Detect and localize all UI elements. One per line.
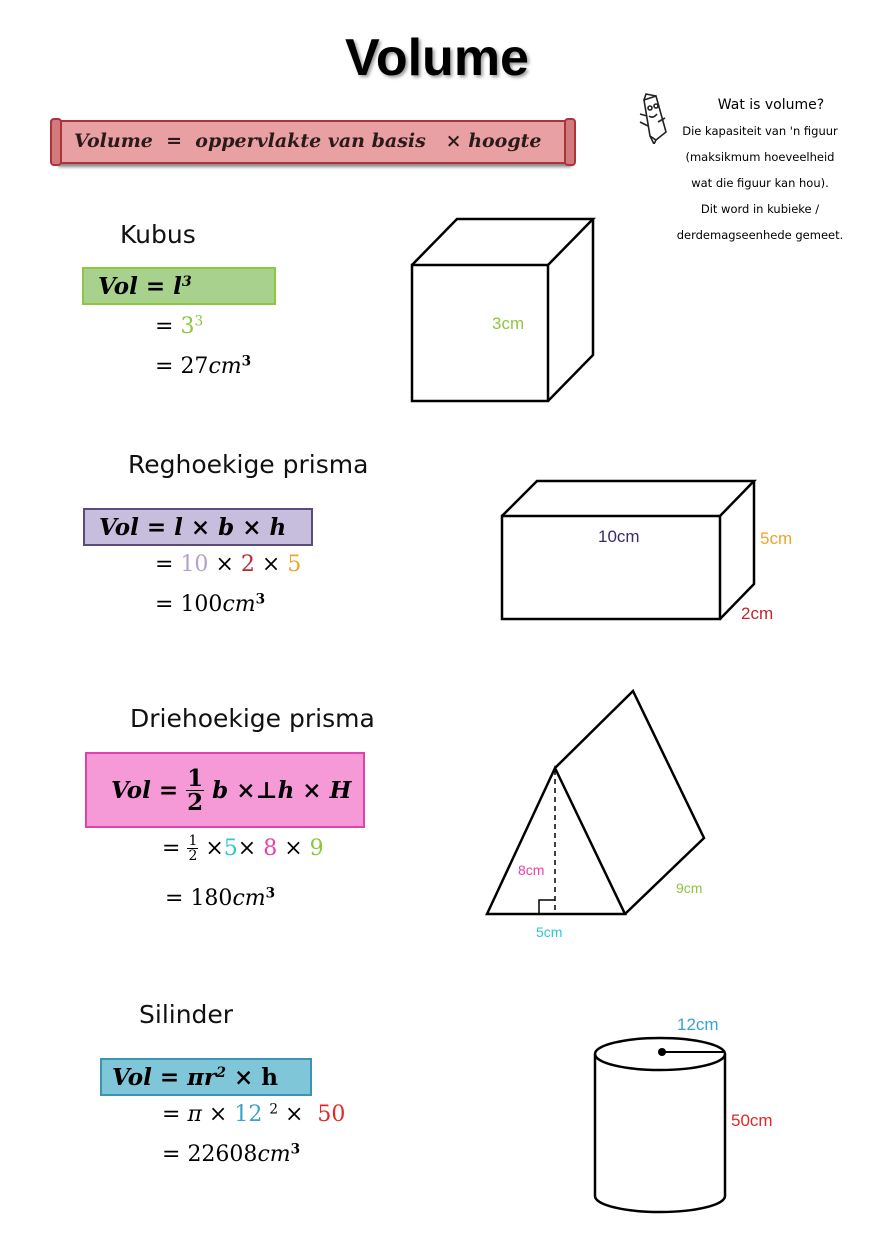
driehoek-b-value: 5 xyxy=(223,836,238,861)
reghoek-h-value: 5 xyxy=(287,552,302,577)
reghoek-b-value: 2 xyxy=(240,552,255,577)
reghoek-result: 100 xyxy=(180,592,223,617)
silinder-r-value: 12 xyxy=(234,1102,263,1127)
prism-height-label: 5cm xyxy=(760,529,793,548)
silinder-formula-lhs: Vol = πr xyxy=(112,1064,217,1091)
kubus-step2: = $27cm^3$ xyxy=(155,353,252,379)
reghoek-unit: cm xyxy=(222,592,256,617)
kubus-result: 27 xyxy=(180,354,209,379)
silinder-formula-rhs: × h xyxy=(225,1064,278,1091)
kubus-step1-base: 3 xyxy=(180,314,195,339)
reghoek-step1: = 10 × 2 × 5 xyxy=(155,552,302,577)
cube-side-label: 3cm xyxy=(492,314,525,333)
silinder-h-value: 50 xyxy=(317,1102,346,1127)
times-sign: × xyxy=(215,552,234,577)
driehoek-unit: cm xyxy=(232,886,266,911)
driehoek-formula-box xyxy=(85,752,365,828)
info-line: derdemagseenhede gemeet. xyxy=(676,228,844,242)
silinder-unit: cm xyxy=(257,1142,291,1167)
triangle-base-label: 5cm xyxy=(536,924,563,940)
kubus-title: Kubus xyxy=(120,220,196,249)
driehoek-formula-num: 1 xyxy=(187,764,204,792)
kubus-formula-box xyxy=(82,267,276,305)
silinder-result: 22608 xyxy=(187,1142,258,1167)
info-line: Dit word in kubieke / xyxy=(700,202,820,216)
kubus-unit-exp: 3 xyxy=(241,353,252,370)
driehoek-frac-den: 2 xyxy=(188,848,198,864)
kubus-step1: = $3^3$ xyxy=(155,313,204,339)
info-heading: Wat is volume? xyxy=(717,97,825,113)
silinder-pi: π xyxy=(187,1102,202,1127)
reghoek-title: Reghoekige prisma xyxy=(128,450,369,479)
triangle-length-label: 9cm xyxy=(676,880,703,896)
page-title: Volume xyxy=(345,29,529,87)
cube-diagram xyxy=(405,212,605,408)
driehoek-formula-rest: b ×⊥h × H xyxy=(212,776,352,804)
prism-length-label: 10cm xyxy=(598,527,640,546)
main-formula-banner xyxy=(56,120,570,164)
times-sign: × xyxy=(261,552,281,577)
kubus-formula-exp: 3 xyxy=(181,274,192,291)
silinder-formula-exp: 2 xyxy=(216,1065,226,1082)
driehoek-result: 180 xyxy=(190,886,233,911)
kubus-unit: cm xyxy=(208,354,242,379)
driehoek-step2: = $180cm^3$ xyxy=(165,885,276,911)
info-line: wat die figuur kan hou). xyxy=(691,176,829,190)
driehoek-formula-vol: Vol = xyxy=(111,776,179,804)
driehoek-H-value: 9 xyxy=(309,836,324,861)
silinder-formula-box xyxy=(100,1058,312,1096)
info-line: (maksikmum hoeveelheid xyxy=(685,150,835,164)
silinder-title: Silinder xyxy=(139,1000,234,1029)
silinder-unit-exp: 3 xyxy=(290,1141,301,1158)
silinder-step2: = $22608cm^3$ xyxy=(162,1141,301,1167)
main-formula-text: Volume = oppervlakte van basis × hoogte xyxy=(74,130,542,152)
triangle-height-label: 8cm xyxy=(518,862,545,878)
silinder-r-exp: 2 xyxy=(269,1101,278,1118)
driehoek-title: Driehoekige prisma xyxy=(130,704,375,733)
silinder-step1: = π × 12 $^2$ × 50 xyxy=(162,1101,346,1127)
info-block xyxy=(660,92,860,248)
driehoek-unit-exp: 3 xyxy=(265,885,276,902)
driehoek-formula-den: 2 xyxy=(187,788,204,816)
reghoek-step2: = $100cm^3$ xyxy=(155,591,266,617)
driehoek-h-value: 8 xyxy=(263,836,278,861)
cylinder-radius-label: 12cm xyxy=(677,1015,719,1034)
cylinder-diagram xyxy=(590,1034,730,1218)
reghoek-formula-box: Vol = l × b × h xyxy=(83,508,313,546)
kubus-step1-exp: 3 xyxy=(194,313,204,330)
info-line: Die kapasiteit van 'n figuur xyxy=(682,124,838,138)
rectangular-prism-diagram xyxy=(495,474,761,626)
kubus-formula-lhs: Vol = l xyxy=(98,273,182,300)
cylinder-height-label: 50cm xyxy=(731,1111,773,1130)
driehoek-step1: = $\frac{1}{2}$ × 5 × 8 × 9 xyxy=(162,833,324,864)
prism-breadth-label: 2cm xyxy=(741,604,774,623)
reghoek-l-value: 10 xyxy=(180,552,209,577)
driehoek-frac-num: 1 xyxy=(188,833,198,849)
scroll-curl-left xyxy=(50,118,62,166)
reghoek-unit-exp: 3 xyxy=(255,591,266,608)
scroll-curl-right xyxy=(564,118,576,166)
